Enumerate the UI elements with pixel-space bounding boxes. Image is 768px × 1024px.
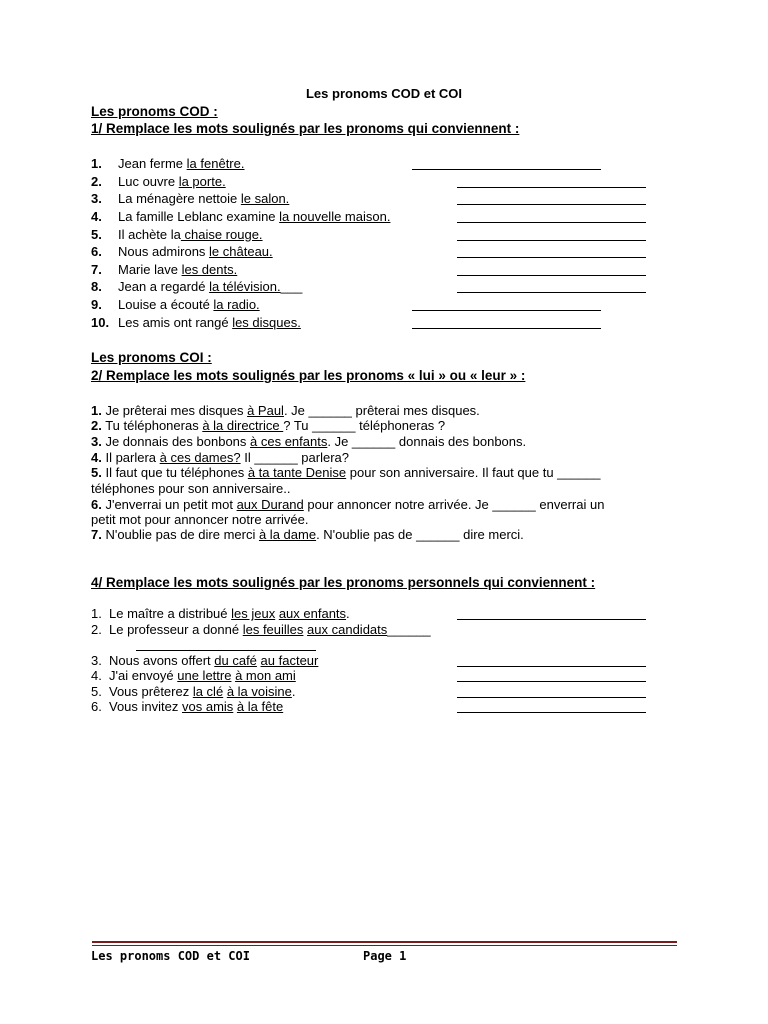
footer-title: Les pronoms COD et COI — [91, 949, 250, 963]
item-number: 5. — [91, 465, 102, 480]
underlined-complement: au facteur — [260, 653, 319, 668]
item-sentence — [109, 668, 296, 683]
underlined-complement: aux enfants — [278, 606, 347, 621]
item-number: 3. — [91, 191, 102, 206]
underlined-words: à Paul — [247, 403, 284, 418]
sentence-text: La ménagère nettoie — [118, 191, 241, 206]
sentence-text-rest: pour son anniversaire. Il faut que tu ______ — [346, 465, 601, 480]
exercise-item — [0, 227, 768, 244]
section4-instruction: 4/ Remplace les mots soulignés par les pronoms personnels qui conviennent : — [91, 575, 596, 590]
sentence-text: Nous admirons — [118, 244, 210, 259]
coi-exercise-line — [91, 418, 445, 433]
item-sentence — [118, 156, 244, 171]
coi-exercise-line — [91, 527, 524, 542]
item-sentence — [109, 606, 350, 621]
item-sentence — [118, 279, 302, 294]
sentence-text: N'oublie pas de dire merci — [101, 527, 259, 542]
answer-blank-line[interactable] — [136, 650, 316, 651]
footer-page-number: Page 1 — [363, 949, 407, 963]
item-number: 1. — [91, 606, 102, 621]
underlined-words: la fenêtre. — [186, 156, 245, 171]
sentence-text: Louise a écouté — [118, 297, 214, 312]
answer-blank-line[interactable] — [457, 292, 646, 293]
answer-blank-line[interactable] — [412, 310, 601, 311]
item-number: 6. — [91, 497, 102, 512]
sentence-text: Les amis ont rangé — [118, 315, 233, 330]
item-sentence — [118, 209, 390, 224]
answer-blank-line[interactable] — [457, 681, 646, 682]
sentence-text: Le professeur a donné — [109, 622, 243, 637]
item-number: 5. — [91, 227, 102, 242]
item-number: 1. — [91, 156, 102, 171]
sentence-text: petit mot pour annoncer notre arrivée. — [91, 512, 309, 527]
underlined-complement: à mon ami — [235, 668, 296, 683]
sentence-text: J'enverrai un petit mot — [101, 497, 237, 512]
underlined-words: la radio. — [213, 297, 260, 312]
underlined-words: aux Durand — [236, 497, 304, 512]
page-title: Les pronoms COD et COI — [305, 86, 463, 101]
underlined-complement: à la fête — [236, 699, 284, 714]
underlined-words: à la directrice — [202, 418, 284, 433]
exercise-item — [0, 315, 768, 332]
sentence-text-rest: pour annoncer notre arrivée. Je ______ enverrai un — [303, 497, 605, 512]
underlined-words: la télévision. — [209, 279, 281, 294]
sentence-text: Vous prêterez — [109, 684, 193, 699]
sentence-text: Vous invitez — [109, 699, 182, 714]
sentence-text-rest: . N'oublie pas de ______ dire merci. — [316, 527, 524, 542]
coi-exercise-line — [91, 403, 480, 418]
item-sentence — [109, 699, 283, 714]
sentence-text: Il achète la — [118, 227, 181, 242]
section1-heading: Les pronoms COD : — [91, 104, 218, 119]
sentence-suffix: ___ — [280, 279, 303, 294]
sentence-text: Tu téléphoneras — [101, 418, 203, 433]
coi-exercise-line — [91, 512, 309, 527]
underlined-words: le château. — [209, 244, 273, 259]
underlined-words: à ces dames? — [159, 450, 241, 465]
item-sentence — [118, 297, 260, 312]
sentence-text: Je donnais des bonbons — [101, 434, 251, 449]
answer-blank-line[interactable] — [457, 204, 646, 205]
underlined-words: la nouvelle maison. — [279, 209, 391, 224]
section2-heading: Les pronoms COI : — [91, 350, 212, 365]
answer-blank-line[interactable] — [457, 240, 646, 241]
answer-blank-line[interactable] — [457, 712, 646, 713]
underlined-words: à ces enfants — [250, 434, 328, 449]
exercise-item — [0, 191, 768, 208]
underlined-words: à la dame — [258, 527, 317, 542]
underlined-words: le salon. — [240, 191, 290, 206]
item-number: 5. — [91, 684, 102, 699]
sentence-suffix: ______ — [387, 622, 431, 637]
answer-blank-line[interactable] — [457, 257, 646, 258]
exercise-item — [0, 297, 768, 314]
item-number: 10. — [91, 315, 110, 330]
sentence-text: téléphones pour son anniversaire.. — [91, 481, 291, 496]
item-number: 3. — [91, 653, 102, 668]
item-number: 4. — [91, 668, 102, 683]
coi-exercise-line — [91, 497, 604, 512]
footer-rule-thin — [92, 945, 677, 946]
sentence-text: Il parlera — [101, 450, 160, 465]
sentence-text-rest: Il ______ parlera? — [240, 450, 350, 465]
exercise-item — [0, 156, 768, 173]
underlined-complement: à la voisine — [226, 684, 292, 699]
item-number: 4. — [91, 450, 102, 465]
underlined-object: du café — [214, 653, 257, 668]
item-sentence — [118, 262, 237, 277]
underlined-object: la clé — [192, 684, 224, 699]
item-number: 2. — [91, 418, 102, 433]
item-number: 3. — [91, 434, 102, 449]
answer-blank-line[interactable] — [412, 328, 601, 329]
sentence-text: Nous avons offert — [109, 653, 215, 668]
footer-rule — [92, 941, 677, 943]
underlined-words: les dents. — [181, 262, 238, 277]
item-number: 1. — [91, 403, 102, 418]
underlined-words: les disques. — [232, 315, 301, 330]
underlined-object: les feuilles — [242, 622, 304, 637]
item-sentence — [118, 191, 289, 206]
coi-exercise-line — [91, 465, 601, 480]
item-number: 6. — [91, 699, 102, 714]
item-sentence — [109, 653, 318, 668]
answer-blank-line[interactable] — [457, 697, 646, 698]
item-number: 6. — [91, 244, 102, 259]
exercise-item — [0, 279, 768, 296]
exercise-item — [0, 209, 768, 226]
exercise-item — [0, 262, 768, 279]
underlined-complement: aux candidats — [307, 622, 388, 637]
item-number: 2. — [91, 622, 102, 637]
sentence-text: Je prêterai mes disques — [101, 403, 248, 418]
answer-blank-line[interactable] — [457, 666, 646, 667]
sentence-text: Jean a regardé — [118, 279, 210, 294]
coi-exercise-line — [91, 434, 526, 449]
item-number: 8. — [91, 279, 102, 294]
sentence-text: Le maître a distribué — [109, 606, 232, 621]
item-sentence — [118, 174, 226, 189]
answer-blank-line[interactable] — [412, 169, 601, 170]
sentence-text-rest: . Je ______ donnais des bonbons. — [327, 434, 527, 449]
underlined-words: la porte. — [178, 174, 226, 189]
underlined-object: les jeux — [231, 606, 276, 621]
answer-blank-line[interactable] — [457, 187, 646, 188]
coi-exercise-line — [91, 450, 349, 465]
item-sentence — [109, 622, 431, 637]
item-sentence — [118, 244, 273, 259]
item-number: 2. — [91, 174, 102, 189]
item-sentence — [118, 227, 263, 242]
item-number: 7. — [91, 262, 102, 277]
item-number: 7. — [91, 527, 102, 542]
underlined-object: une lettre — [177, 668, 232, 683]
underlined-words: chaise rouge. — [180, 227, 263, 242]
sentence-text: Marie lave — [118, 262, 182, 277]
section2-instruction: 2/ Remplace les mots soulignés par les pronoms « lui » ou « leur » : — [91, 368, 526, 383]
coi-exercise-line — [91, 481, 290, 496]
underlined-object: vos amis — [182, 699, 234, 714]
sentence-text: J'ai envoyé — [109, 668, 178, 683]
item-sentence — [118, 315, 301, 330]
sentence-suffix: . — [291, 684, 296, 699]
answer-blank-line[interactable] — [457, 222, 646, 223]
sentence-text: Jean ferme — [118, 156, 187, 171]
section1-instruction: 1/ Remplace les mots soulignés par les pronoms qui conviennent : — [91, 121, 520, 136]
item-sentence — [109, 684, 295, 699]
sentence-text: Il faut que tu téléphones — [101, 465, 248, 480]
sentence-text-rest: ? Tu ______ téléphoneras ? — [283, 418, 446, 433]
item-number: 4. — [91, 209, 102, 224]
exercise-item — [0, 174, 768, 191]
sentence-text-rest: . Je ______ prêterai mes disques. — [283, 403, 480, 418]
sentence-suffix: . — [346, 606, 350, 621]
exercise-item — [0, 244, 768, 261]
item-number: 9. — [91, 297, 102, 312]
underlined-words: à ta tante Denise — [247, 465, 347, 480]
sentence-text: Luc ouvre — [118, 174, 179, 189]
answer-blank-line[interactable] — [457, 275, 646, 276]
answer-blank-line[interactable] — [457, 619, 646, 620]
sentence-text: La famille Leblanc examine — [118, 209, 280, 224]
